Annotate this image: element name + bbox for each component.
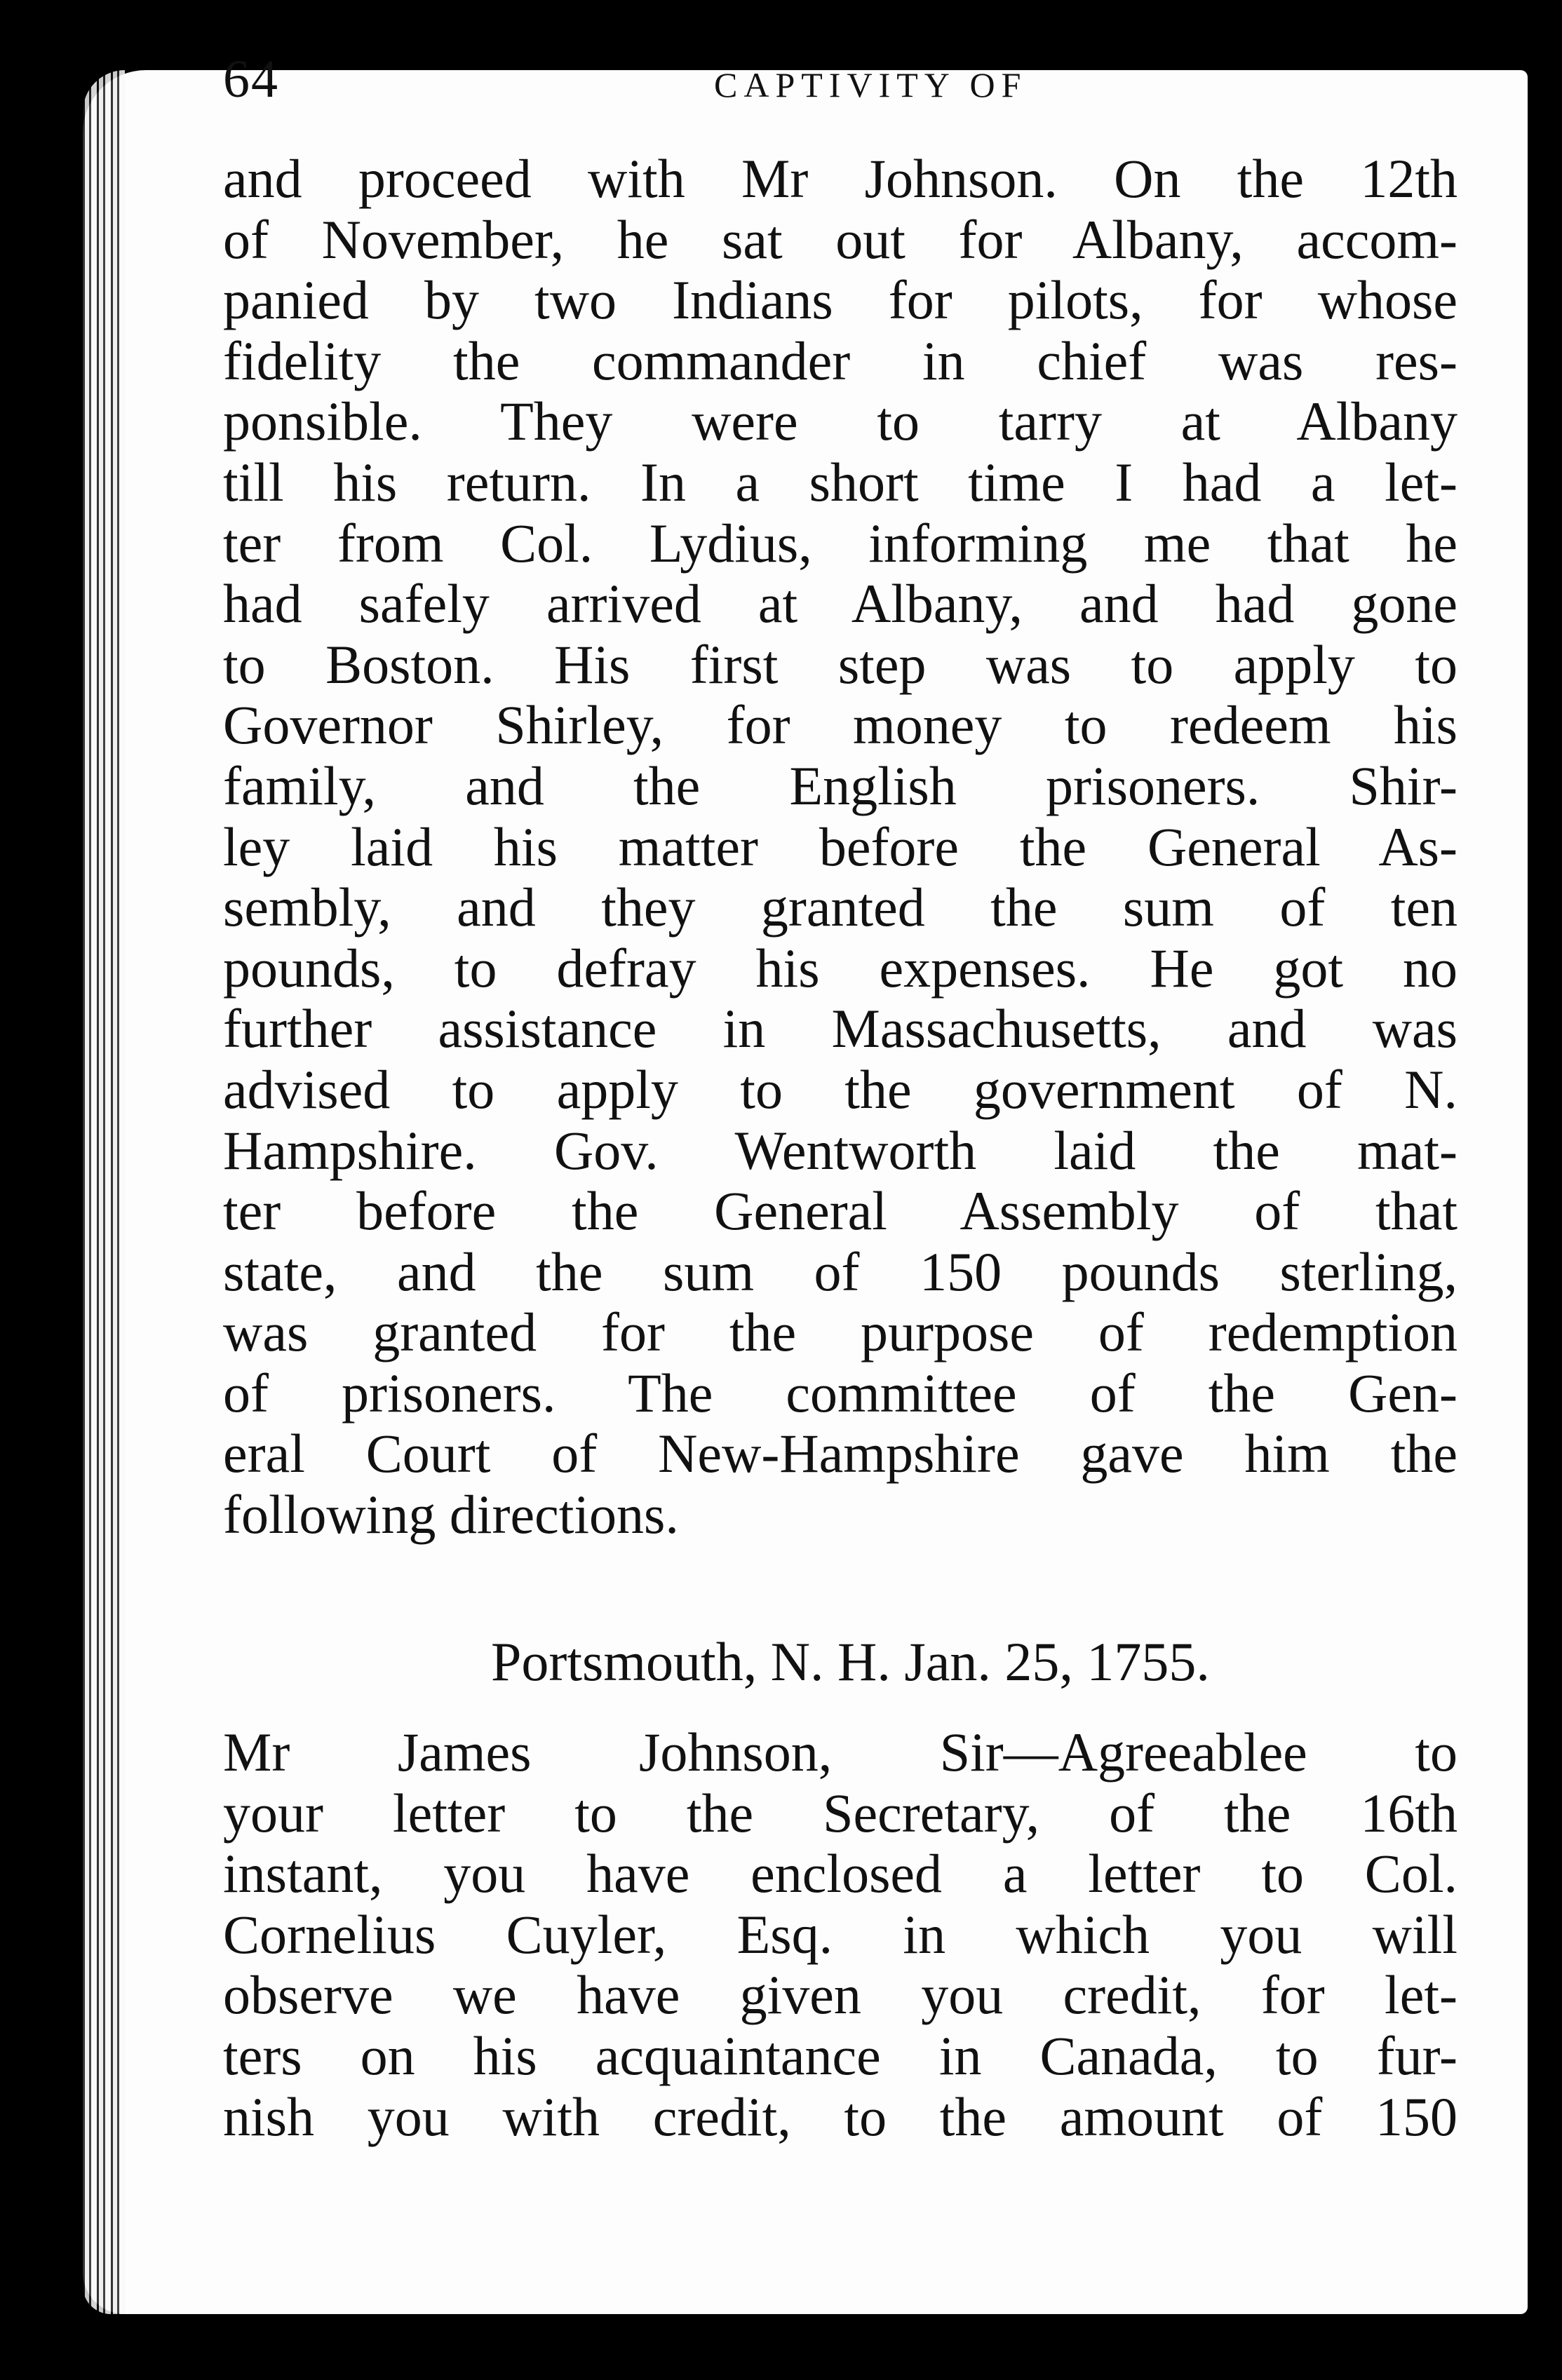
- text-line: instant, you have enclosed a letter to Col.: [223, 1843, 1457, 1905]
- text-line: to Boston. His first step was to apply to: [223, 633, 1457, 695]
- text-line: family, and the English prisoners. Shir-: [223, 755, 1457, 816]
- body-paragraph: [223, 149, 1457, 1546]
- page-header: [223, 49, 1465, 112]
- text-line: nish you with credit, to the amount of 150: [223, 2085, 1457, 2147]
- text-line: ter before the General Assembly of that: [223, 1180, 1457, 1242]
- text-line: pounds, to defray his expenses. He got no: [223, 937, 1457, 999]
- text-line: was granted for the purpose of redemption: [223, 1301, 1457, 1363]
- text-line: had safely arrived at Albany, and had gone: [223, 573, 1457, 635]
- text-line: fidelity the commander in chief was res-: [223, 330, 1457, 391]
- text-line: and proceed with Mr Johnson. On the 12th: [223, 148, 1457, 209]
- text-line: ters on his acquaintance in Canada, to fur-: [223, 2024, 1457, 2086]
- text-line: Mr James Johnson, Sir—Agreeablee to: [223, 1722, 1457, 1783]
- text-line: state, and the sum of 150 pounds sterling,: [223, 1240, 1457, 1302]
- text-line: of November, he sat out for Albany, accom-: [223, 208, 1457, 270]
- text-line: ter from Col. Lydius, informing me that he: [223, 512, 1457, 574]
- text-line: Governor Shirley, for money to redeem his: [223, 694, 1457, 756]
- text-line: Cornelius Cuyler, Esq. in which you will: [223, 1903, 1457, 1965]
- text-line: of prisoners. The committee of the Gen-: [223, 1362, 1457, 1424]
- book-spine-edge: [83, 70, 125, 2314]
- text-line: following directions.: [223, 1484, 679, 1546]
- page-number: 64: [223, 50, 279, 109]
- text-line: eral Court of New-Hampshire gave him the: [223, 1423, 1457, 1485]
- text-line: your letter to the Secretary, of the 16th: [223, 1782, 1457, 1844]
- running-head: CAPTIVITY OF: [714, 65, 1028, 104]
- letter-paragraph: [223, 1722, 1457, 2147]
- text-line: sembly, and they granted the sum of ten: [223, 877, 1457, 938]
- text-line: panied by two Indians for pilots, for whose: [223, 269, 1457, 331]
- text-line: observe we have given you credit, for let-: [223, 1964, 1457, 2026]
- letter-dateline: Portsmouth, N. H. Jan. 25, 1755.: [491, 1631, 1210, 1692]
- text-line: Hampshire. Gov. Wentworth laid the mat-: [223, 1119, 1457, 1181]
- text-line: advised to apply to the government of N.: [223, 1058, 1457, 1120]
- text-line: ponsible. They were to tarry at Albany: [223, 391, 1457, 452]
- text-line: further assistance in Massachusetts, and was: [223, 998, 1457, 1060]
- text-line: ley laid his matter before the General As-: [223, 816, 1457, 877]
- text-line: till his return. In a short time I had a let-: [223, 451, 1457, 513]
